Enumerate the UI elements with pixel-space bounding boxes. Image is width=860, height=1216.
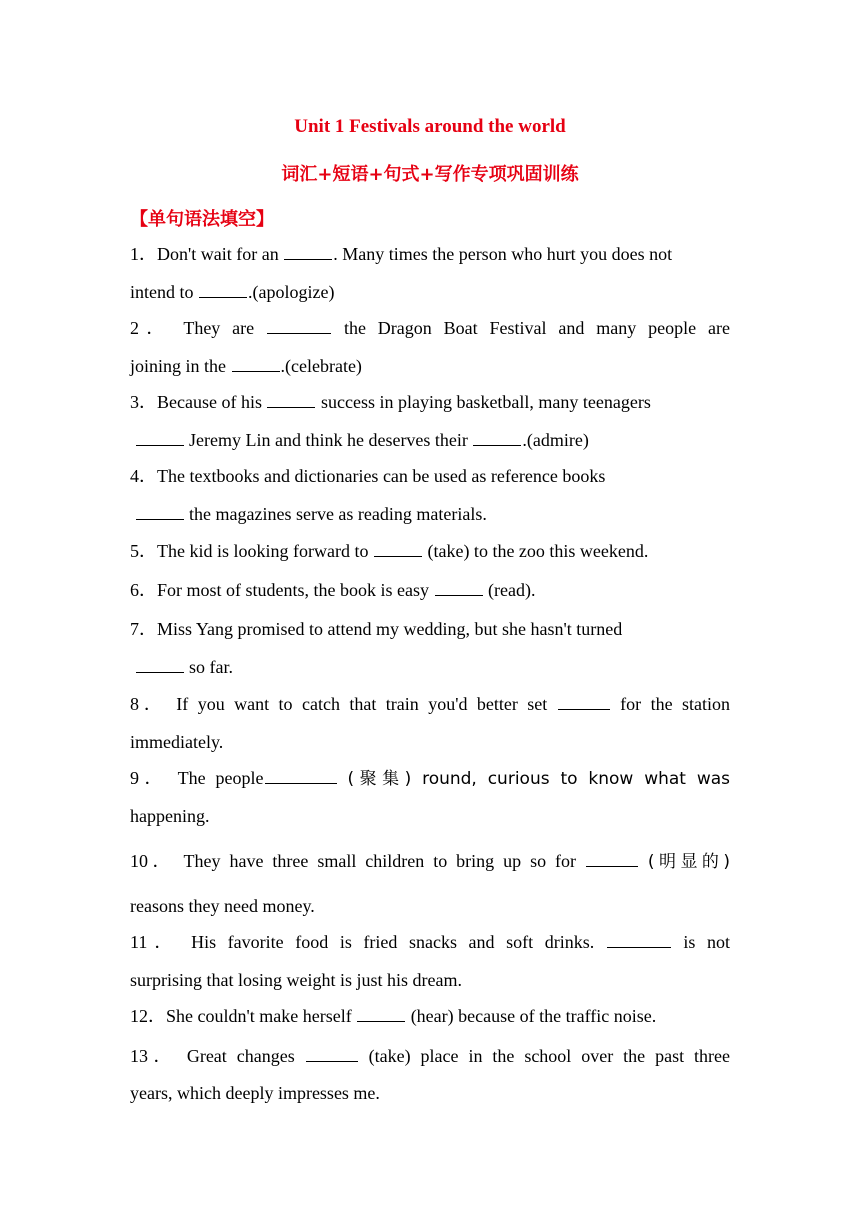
question-10-line-1: 10． They have three small children to bring up so for (明显的) [130, 851, 730, 872]
answer-blank[interactable] [607, 930, 671, 948]
answer-blank[interactable] [473, 428, 521, 446]
answer-blank[interactable] [306, 1044, 358, 1062]
answer-blank[interactable] [284, 242, 332, 260]
answer-blank[interactable] [435, 578, 483, 596]
question-6: 6．For most of students, the book is easy (read). [130, 580, 536, 600]
document-title: Unit 1 Festivals around the world [294, 116, 566, 137]
question-11-line-1: 11． His favorite food is fried snacks and soft drinks. is not [130, 932, 731, 952]
answer-blank[interactable] [136, 428, 184, 446]
document-subtitle: 词汇+短语+句式+写作专项巩固训练 [281, 164, 579, 185]
question-11-line-2: surprising that losing weight is just his dream. [130, 970, 462, 990]
question-8-line-2: immediately. [130, 732, 224, 752]
question-3-line-1: 3．Because of his success in playing basketball, many teenagers [130, 392, 651, 412]
question-4-line-2: the magazines serve as reading materials. [130, 502, 730, 526]
question-9-line-2: happening. [130, 806, 210, 826]
question-5: 5．The kid is looking forward to (take) to the zoo this weekend. [130, 541, 649, 561]
answer-blank[interactable] [558, 692, 610, 710]
answer-blank[interactable] [267, 390, 315, 408]
answer-blank[interactable] [357, 1004, 405, 1022]
answer-blank[interactable] [136, 655, 184, 673]
question-2-line-1: 2． They are the Dragon Boat Festival and many people are [130, 318, 731, 338]
answer-blank[interactable] [586, 849, 638, 867]
question-1-line-1: 1．Don't wait for an . Many times the person who hurt you does not [130, 244, 673, 264]
question-10-line-2: reasons they need money. [130, 896, 315, 916]
question-4-line-1: 4．The textbooks and dictionaries can be used as reference books [130, 466, 606, 486]
question-9-line-1: 9． The people (聚集) round, curious to know what was [130, 768, 731, 789]
question-8-line-1: 8． If you want to catch that train you'd better set for the station [130, 694, 731, 714]
answer-blank[interactable] [267, 316, 331, 334]
question-3-line-2: Jeremy Lin and think he deserves their .(admire) [130, 428, 730, 452]
question-7-line-1: 7．Miss Yang promised to attend my wedding, but she hasn't turned [130, 619, 623, 639]
question-2-line-2: joining in the .(celebrate) [130, 356, 362, 376]
question-1-line-2: intend to .(apologize) [130, 282, 335, 302]
answer-blank[interactable] [232, 354, 280, 372]
question-12: 12．She couldn't make herself (hear) because of the traffic noise. [130, 1006, 657, 1026]
answer-blank[interactable] [265, 766, 337, 784]
section-title: 【单句语法填空】 [130, 209, 274, 230]
answer-blank[interactable] [199, 280, 247, 298]
answer-blank[interactable] [136, 502, 184, 520]
question-7-line-2: so far. [130, 655, 730, 679]
answer-blank[interactable] [374, 539, 422, 557]
question-13-line-2: years, which deeply impresses me. [130, 1083, 380, 1103]
question-13-line-1: 13． Great changes (take) place in the school over the past three [130, 1046, 731, 1066]
